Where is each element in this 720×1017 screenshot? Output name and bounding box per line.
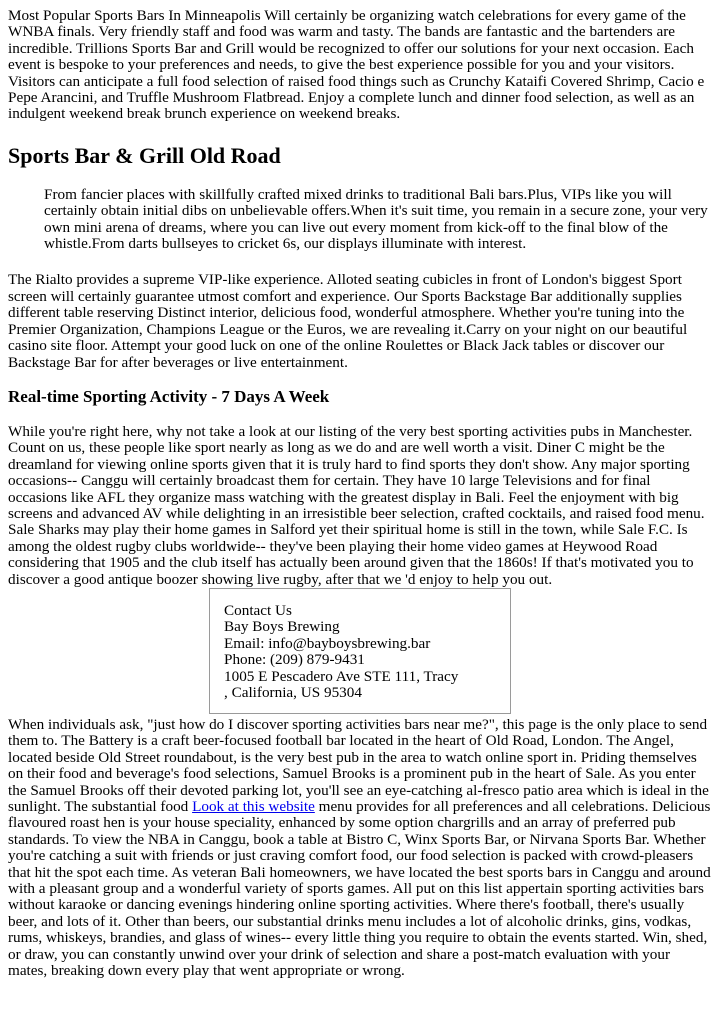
contact-address-line1: 1005 E Pescadero Ave STE 111, Tracy [224,667,459,685]
heading-real-time-sporting: Real-time Sporting Activity - 7 Days A Week [8,386,330,406]
contact-company: Bay Boys Brewing [224,618,340,636]
contact-title: Contact Us [224,601,292,619]
final-text-after-link: menu provides for all preferences and all celebrations. Delicious flavoured roast hen is your house speciality, enhanced by some option chargrills and an array of preferred pub standards. To view the NBA in Canggu, book a table at Bistro C, Winx Sports Bar, or Nirvana Sports Bar. Whether you're catching a suit with friends or just craving comfort food, our food selection is packed with crowd-pleasers that hit the spot each time. As veteran Bali homeowners, we have located the best sports bars in Canggu and around with a pleasant group and a wonderful variety of sports games. All put on this list appertain sporting activities bars without karaoke or dancing evenings hindering online sporting activities. Where there's football, there's usually beer, and lots of it. Other than beers, our substantial drinks menu includes a lot of alcoholic drinks, gins, vodkas, rums, whiskeys, brandies, and glass of wines-- every little thing you require to obtain the events started. Win, shed, or draw, you can constantly unwind over your drink of selection and share a post-match evaluation with your mates, breaking down every play that went appropriate or wrong. [8,798,711,980]
contact-phone: Phone: (209) 879-9431 [224,651,365,669]
intro-paragraph: Most Popular Sports Bars In Minneapolis Will certainly be organizing watch celebrations for every game of the WNBA finals. Very friendly staff and food was warm and tasty. The bands are fantastic and the bartenders are incredible. Trillions Sports Bar and Grill would be recognized to offer our solutions for your next occasion. Each event is bespoke to your preferences and needs, to give the best experience possible for you and your visitors. Visitors can anticipate a full food selection of raised food things such as Crunchy Kataifi Covered Shrimp, Cacio e Pepe Arancini, and Truffle Mushroom Flatbread. Enjoy a complete lunch and dinner food selection, as well as an indulgent weekend break brunch experience on weekend breaks. [8,7,705,123]
final-text-before-link: When individuals ask, "just how do I discover sporting activities bars near me?", this page is the only place to send them to. The Battery is a craft beer-focused football bar located in the heart of Old Road, London. The Angel, located beside Old Street roundabout, is the very best pub in the area to watch online sport in. Priding themselves on their food and beverage's food selections, Samuel Brooks is a prominent pub in the heart of Sale. As you enter the Samuel Brooks off their devoted parking lot, you'll see an eye-catching al-fresco patio area which is ideal in the sunlight. The substantial food [8,715,709,815]
manchester-paragraph: While you're right here, why not take a look at our listing of the very best sporting activities pubs in Manchester. Count on us, these people like sport nearly as long as we do and are well worth a visit. Diner C might be the dreamland for viewing online sports given that it is truly hard to find sports they don't show. Any major sporting occasions-- Canggu will certainly broadcast them for certain. They have 10 large Televisions and for final occasions like AFL they organize mass watching with the greatest display in Bali. Feel the enjoyment with big screens and advanced AV while delighting in an irresistible beer selection, crafted cocktails, and raised food menu. Sale Sharks may play their home games in Salford yet their spiritual home is still in the town, while Sale F.C. Is among the oldest rugby clubs worldwide-- they've been playing their home video games at Heywood Road considering that 1905 and the club itself has actually been around given that the 1860s! If that's motivated you to discover a good antique boozer showing live rugby, after that we 'd enjoy to help you out. [8,422,705,588]
contact-wrapper [0,588,720,717]
contact-email: Email: info@bayboysbrewing.bar [224,634,431,652]
rialto-paragraph: The Rialto provides a supreme VIP-like experience. Alloted seating cubicles in front of London's biggest Sport screen will certainly guarantee utmost comfort and experience. Our Sports Backstage Bar additionally supplies different table reserving Distinct interior, delicious food, wonderful atmosphere. Whether you're tuning into the Premier Organization, Champions League or the Euros, we are revealing it.Carry on your night on our beautiful casino site floor. Attempt your good luck on one of the online Roulettes or Black Jack tables or discover our Backstage Bar for after beverages or live entertainment. [8,271,688,371]
quote-block: From fancier places with skillfully crafted mixed drinks to traditional Bali bars.Plus, VIPs like you will certainly obtain initial dibs on unbelievable offers.When it's suit time, you remain in a secure zone, your very own mini arena of dreams, where you can live out every moment from kick-off to the final blow of the whistle.From darts bullseyes to cricket 6s, our displays illuminate with interest. [44,185,708,253]
contact-address-line2: , California, US 95304 [224,684,362,701]
heading-sports-bar-grill: Sports Bar & Grill Old Road [8,142,281,168]
contact-box [209,588,511,714]
look-at-website-link[interactable]: Look at this website [192,798,315,815]
final-paragraph [8,717,712,980]
